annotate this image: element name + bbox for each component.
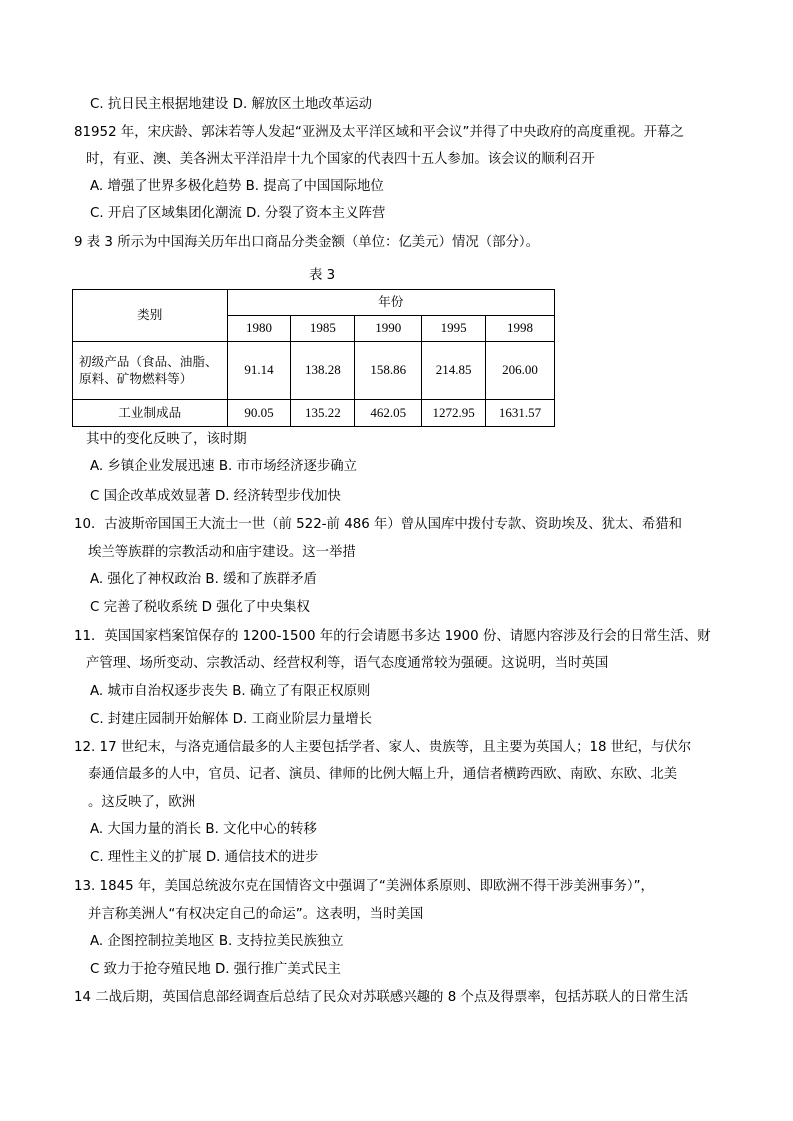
question-13-stem-cont: 并言称美洲人“有权决定自己的命运”。这表明，当时美国 — [88, 907, 424, 922]
table-year-cell: 1990 — [355, 316, 422, 342]
table-cell: 1272.95 — [422, 400, 486, 427]
question-12-options-cd: C. 理性主义的扩展 D. 通信技术的进步 — [90, 850, 319, 865]
table-year-cell: 1985 — [291, 316, 355, 342]
export-table — [72, 289, 555, 427]
table-year-cell: 1980 — [227, 316, 291, 342]
table-row — [73, 400, 555, 427]
table-row — [73, 342, 555, 400]
table-header-category: 类别 — [73, 290, 228, 342]
table-cell: 462.05 — [355, 400, 422, 427]
option-line-c-d-q7: C. 抗日民主根据地建设 D. 解放区土地改革运动 — [90, 97, 372, 112]
question-13-options-cd: C 致力于抢夺殖民地 D. 强行推广美式民主 — [90, 962, 341, 977]
table-row-label: 工业制成品 — [73, 400, 228, 427]
table-year-cell: 1998 — [486, 316, 555, 342]
table-cell: 91.14 — [227, 342, 291, 400]
question-13-stem: 13. 1845 年，美国总统波尔克在国情咨文中强调了“美洲体系原则、即欧洲不得干涉美洲事务）”， — [74, 879, 654, 894]
table-cell: 135.22 — [291, 400, 355, 427]
table-cell: 138.28 — [291, 342, 355, 400]
question-12-stem-cont: 泰通信最多的人中，官员、记者、演员、律师的比例大幅上升，通信者横跨西欧、南欧、东欧、北美 — [88, 767, 678, 782]
question-11-options-cd: C. 封建庄园制开始解体 D. 工商业阶层力量增长 — [90, 712, 372, 727]
question-8-stem: 81952 年，宋庆龄、郭沫若等人发起“亚洲及太平洋区域和平会议”并得了中央政府的高度重视。开幕之 — [74, 125, 684, 140]
question-12-stem: 12. 17 世纪末，与洛克通信最多的人主要包括学者、家人、贵族等，且主要为英国人；18 世纪，与伏尔 — [74, 740, 692, 755]
table-cell: 206.00 — [486, 342, 555, 400]
question-8-options-ab: A. 增强了世界多极化趋势 B. 提高了中国国际地位 — [90, 179, 384, 194]
question-12-stem-end: 。这反映了，欧洲 — [88, 795, 196, 810]
question-10-stem-cont: 埃兰等族群的宗教活动和庙宇建设。这一举措 — [88, 545, 356, 560]
question-11-stem-cont: 产管理、场所变动、宗教活动、经营权利等，语气态度通常较为强硬。这说明，当时英国 — [86, 656, 609, 671]
question-13-options-ab: A. 企图控制拉美地区 B. 支持拉美民族独立 — [90, 934, 344, 949]
question-9-options-ab: A. 乡镇企业发展迅速 B. 市市场经济逐步确立 — [90, 459, 358, 474]
question-9-prompt: 其中的变化反映了，该时期 — [86, 432, 247, 447]
question-10-stem: 10．古波斯帝国国王大流士一世（前 522-前 486 年）曾从国库中拨付专款、资助埃及、犹太、希猎和 — [74, 517, 682, 532]
question-11-options-ab: A. 城市自治权逐步丧失 B. 确立了有限正权原则 — [90, 684, 371, 699]
question-14-stem: 14 二战后期，英国信息部经调查后总结了民众对苏联感兴趣的 8 个点及得票率，包括苏联人的日常生活 — [74, 990, 689, 1005]
question-10-options-ab: A. 强化了神权政治 B. 缓和了族群矛盾 — [90, 572, 317, 587]
question-9-stem: 9 表 3 所示为中国海关历年出口商品分类金额（单位：亿美元）情况（部分）。 — [74, 235, 539, 250]
table-cell: 214.85 — [422, 342, 486, 400]
table-header-year: 年份 — [227, 290, 554, 316]
table-cell: 158.86 — [355, 342, 422, 400]
table-row-label: 初级产品（食品、油脂、原料、矿物燃料等） — [73, 342, 228, 400]
table-caption: 表 3 — [309, 268, 336, 283]
table-cell: 90.05 — [227, 400, 291, 427]
question-9-options-cd: C 国企改革成效显著 D. 经济转型步伐加快 — [90, 489, 341, 504]
question-12-options-ab: A. 大国力量的消长 B. 文化中心的转移 — [90, 822, 317, 837]
table-cell: 1631.57 — [486, 400, 555, 427]
question-10-options-cd: C 完善了税收系统 D 强化了中央集权 — [90, 600, 310, 615]
question-8-stem-cont: 时，有亚、澳、美各洲太平洋沿岸十九个国家的代表四十五人参加。该会议的顺利召开 — [86, 152, 595, 167]
table-year-cell: 1995 — [422, 316, 486, 342]
question-11-stem: 11．英国国家档案馆保存的 1200-1500 年的行会请愿书多达 1900 份、请愿内容涉及行会的日常生活、财 — [74, 629, 711, 644]
question-8-options-cd: C. 开启了区域集团化潮流 D. 分裂了资本主义阵营 — [90, 206, 386, 221]
